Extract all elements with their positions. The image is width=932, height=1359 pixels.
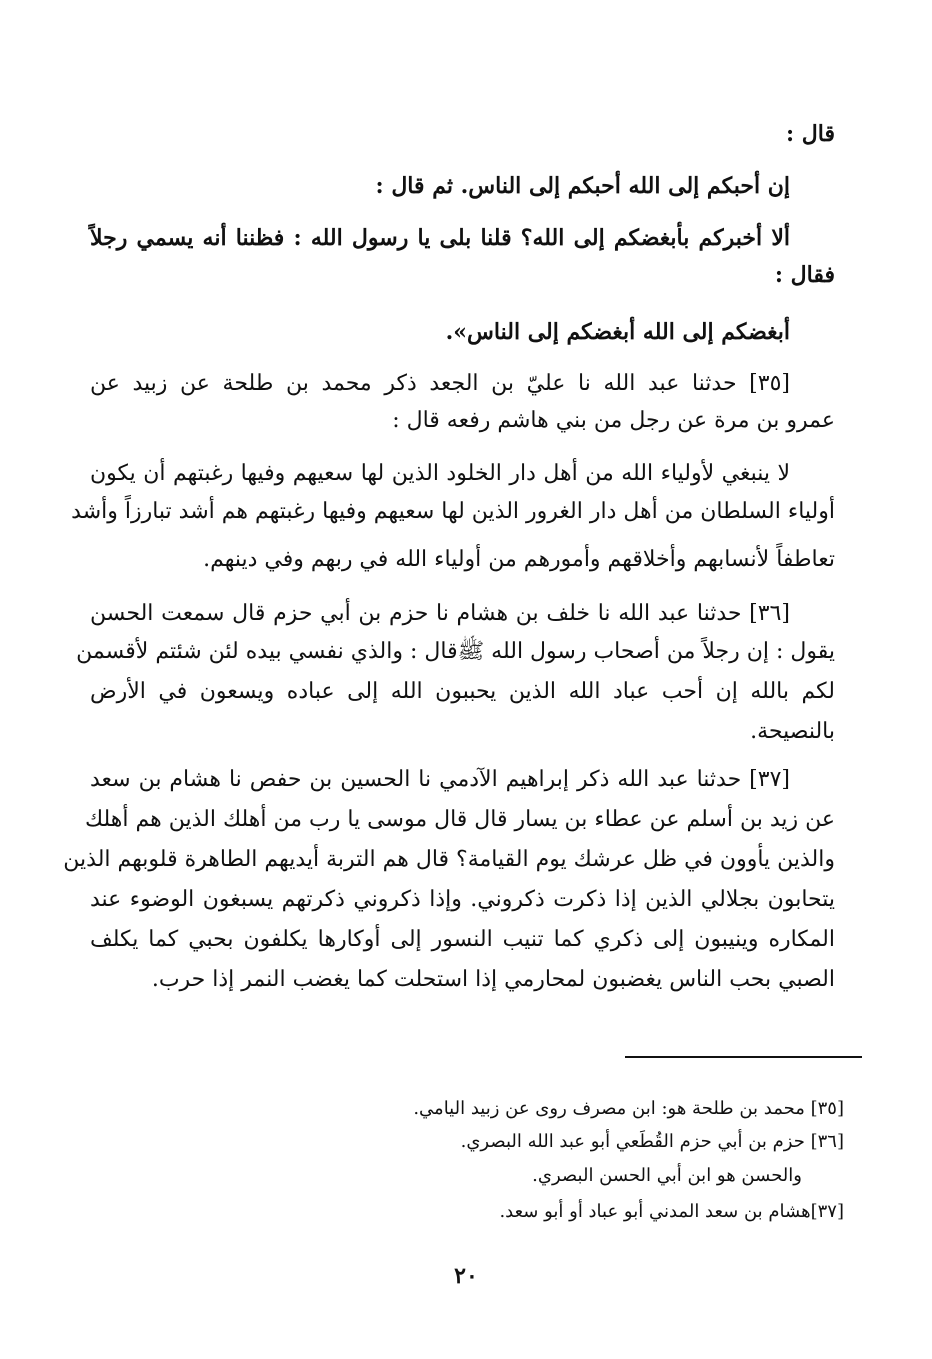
text-line: [٣٦] حدثنا عبد الله نا خلف بن هشام نا حزم بن أبي حزم قال سمعت الحسن xyxy=(90,601,790,626)
footnote: والحسن هو ابن أبي الحسن البصري. xyxy=(532,1165,802,1186)
text-line: قال : xyxy=(786,121,835,147)
footnote: [٣٥] محمد بن طلحة هو: ابن مصرف روى عن زبيد اليامي. xyxy=(413,1098,844,1119)
text-line: والذين يأوون في ظل عرشك يوم القيامة؟ قال هم التربة أيديهم الطاهرة قلوبهم الذين xyxy=(63,847,835,872)
text-line: بالنصيحة. xyxy=(750,719,835,744)
footnote: [٣٧]هشام بن سعد المدني أبو عباد أو أبو سعد. xyxy=(499,1201,844,1222)
footnote: [٣٦] حزم بن أبي حزم القُطَعي أبو عبد الله البصري. xyxy=(460,1131,844,1152)
text-line: أبغضكم إلى الله أبغضكم إلى الناس». xyxy=(445,319,790,345)
text-line: الصبي بحب الناس يغضبون لمحارمي إذا استحلت كما يغضب النمر إذا حرب. xyxy=(151,967,835,992)
text-line: [٣٧] حدثنا عبد الله ذكر إبراهيم الآدمي نا الحسين بن حفص نا هشام بن سعد xyxy=(90,767,790,792)
text-line: لا ينبغي لأولياء الله من أهل دار الخلود الذين لها سعيهم وفيها رغبتهم أن يكون xyxy=(90,461,790,486)
text-line: أولياء السلطان من أهل دار الغرور الذين لها سعيهم وفيها رغبتهم هم أشد تبارزاً وأشد xyxy=(71,499,835,524)
text-line: [٣٥] حدثنا عبد الله نا عليّ بن الجعد ذكر محمد بن طلحة عن زبيد عن xyxy=(90,371,790,396)
text-line: إن أحبكم إلى الله أحبكم إلى الناس. ثم قال : xyxy=(375,173,790,199)
text-line: لكم بالله إن أحب عباد الله الذين يحببون الله إلى عباده ويسعون في الأرض xyxy=(90,679,835,704)
text-line: ألا أخبركم بأبغضكم إلى الله؟ قلنا بلى يا رسول الله : فظننا أنه يسمي رجلاً xyxy=(90,225,790,251)
text-line: عن زيد بن أسلم عن عطاء بن يسار قال قال موسى يا رب من أهلك الذين هم أهلك xyxy=(84,807,835,832)
page-number: ٢٠ xyxy=(454,1263,478,1289)
text-line: يقول : إن رجلاً من أصحاب رسول الله ﷺقال : والذي نفسي بيده لئن شئتم لأقسمن xyxy=(76,639,835,664)
text-line: تعاطفاً لأنسابهم وأخلاقهم وأمورهم من أولياء الله في ربهم وفي دينهم. xyxy=(203,547,835,572)
text-line: المكاره وينيبون إلى ذكري كما تنيب النسور إلى أوكارها يكلفون بحبي كما يكلف xyxy=(90,927,835,952)
text-line: عمرو بن مرة عن رجل من بني هاشم رفعه قال : xyxy=(392,408,835,433)
footnote-separator xyxy=(625,1056,862,1058)
text-line: فقال : xyxy=(774,262,835,288)
text-line: يتحابون بجلالي الذين إذا ذكرت ذكروني. وإذا ذكروني ذكرتهم يسبغون الوضوء عند xyxy=(90,887,835,912)
